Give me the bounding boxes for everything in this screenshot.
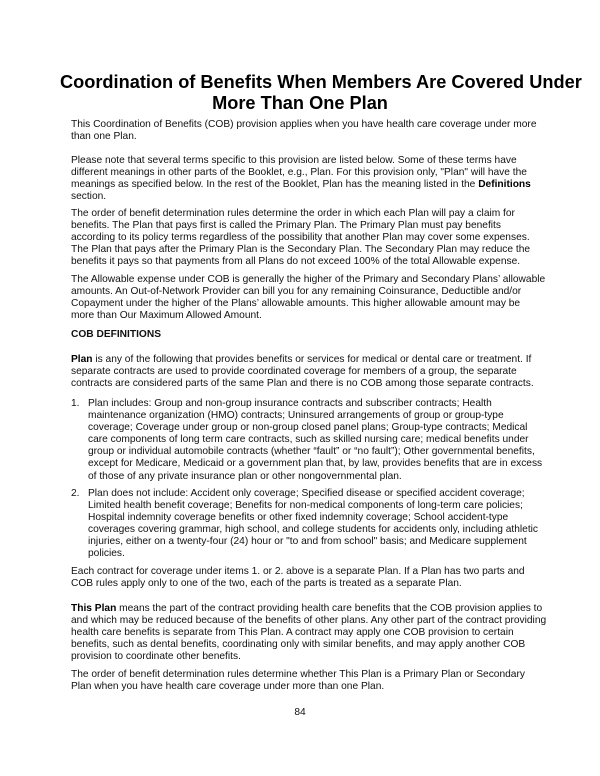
text-line: section. — [71, 191, 107, 203]
text-line: Plan includes: Group and non-group insurance contracts and subscriber contracts; Health — [88, 398, 492, 409]
title-line: More Than One Plan — [212, 93, 388, 113]
list-item-body — [88, 488, 548, 561]
text-line: health care benefits is separate from This Plan. A contract may apply one COB provision to certain — [71, 627, 514, 639]
text-line: benefits it pays so that payments from all Plans do not exceed 100% of the total Allowable expense. — [71, 256, 521, 268]
text-line: group or individual automobile contracts (whether “fault” or “no fault”); Other governmental benefits, — [88, 446, 535, 458]
section-heading: COB DEFINITIONS — [71, 329, 161, 340]
list-number: 1. — [71, 398, 80, 409]
text-line: The order of benefit determination rules determine the order in which each Plan will pay a claim for — [71, 208, 515, 219]
text-line: provision to coordinate other benefits. — [71, 651, 241, 663]
text-fragment: meanings as specified below. In the rest of the Booklet, Plan has the meaning listed in the — [71, 179, 479, 191]
text-line: except for Medicare, Medicaid or a government plan that, by law, provides benefits that are in excess — [88, 458, 543, 470]
text-line: of those of any private insurance plan or other nongovernmental plan. — [88, 470, 402, 482]
definitions-term: Definitions — [478, 179, 531, 191]
text-line: Plan when you have health care coverage under more than one Plan. — [71, 681, 385, 693]
list-item-body — [88, 398, 548, 483]
page-number: 84 — [294, 707, 306, 718]
text-line: care components of long term care contracts, such as skilled nursing care; medical benefits under — [88, 434, 529, 446]
text-line: Each contract for coverage under items 1. or 2. above is a separate Plan. If a Plan has two parts and — [71, 566, 525, 577]
text-line: COB rules apply only to one of the two, each of the parts is treated as a separate Plan. — [71, 578, 462, 590]
plan-term: Plan — [71, 354, 93, 365]
list-number: 2. — [71, 488, 80, 499]
text-line: Hospital indemnity coverage benefits or other fixed indemnity coverage; School accident-type — [88, 512, 509, 524]
text-line: coverage; Coverage under group or non-group closed panel plans; Group-type contracts; Medical — [88, 422, 528, 434]
text-fragment: means the part of the contract providing health care benefits that the COB provision applies to — [116, 603, 543, 614]
text-line: than one Plan. — [71, 131, 137, 143]
order-rules-paragraph — [71, 208, 541, 268]
text-line: benefits, such as dental benefits, coordinating only with similar benefits, and may apply another COB — [71, 639, 526, 651]
text-line: according to its policy terms regardless of the possibility that another Plan may cover some expenses. — [71, 232, 530, 244]
text-line: Plan does not include: Accident only coverage; Specified disease or specified accident coverage; — [88, 488, 525, 499]
text-line: The Allowable expense under COB is generally the higher of the Primary and Secondary Plans’ allowable — [71, 274, 546, 285]
page-title — [60, 72, 582, 114]
text-line: benefits. The Plan that pays first is called the Primary Plan. The Primary Plan must pay benefits — [71, 220, 501, 232]
plan-definition-paragraph — [71, 354, 541, 390]
text-line: injuries, either on a twenty-four (24) hour or "to and from school" basis; and Medicare supplement — [88, 536, 527, 548]
text-fragment: is any of the following that provides benefits or services for medical or dental care or treatment. If — [92, 354, 532, 365]
text-line: The order of benefit determination rules determine whether This Plan is a Primary Plan or Secondary — [71, 669, 525, 680]
text-line — [71, 354, 541, 366]
separate-plan-paragraph — [71, 566, 541, 590]
text-line: and which may be reduced because of the benefits of other plans. Any other part of the contract providing — [71, 615, 547, 627]
text-line — [71, 179, 541, 191]
allowable-expense-paragraph — [71, 274, 546, 322]
text-line: contracts are considered parts of the same Plan and there is no COB among those separate contracts. — [71, 378, 534, 390]
text-line: more than Our Maximum Allowed Amount. — [71, 310, 262, 322]
this-plan-term: This Plan — [71, 603, 117, 614]
terms-note-paragraph — [71, 155, 541, 203]
text-line: The Plan that pays after the Primary Plan is the Secondary Plan. The Secondary Plan may reduce the — [71, 244, 531, 256]
text-line: separate contracts are used to provide coordinated coverage for members of a group, the separate — [71, 366, 517, 378]
text-line: Copayment under the higher of the Plans’ allowable amounts. This higher allowable amount may be — [71, 298, 521, 310]
text-line: This Coordination of Benefits (COB) provision applies when you have health care coverage under more — [71, 119, 537, 130]
text-line: Please note that several terms specific to this provision are listed below. Some of these terms have — [71, 155, 517, 166]
text-line: policies. — [88, 548, 125, 560]
text-line: coverages covering grammar, high school, and college students for accidents only, including athletic — [88, 524, 539, 536]
text-line: maintenance organization (HMO) contracts; Uninsured arrangements of group or group-type — [88, 410, 504, 422]
text-line: Limited health benefit coverage; Benefits for non-medical components of long-term care policies; — [88, 500, 523, 512]
text-line: amounts. An Out-of-Network Provider can bill you for any remaining Coinsurance, Deductible and/or — [71, 286, 522, 298]
closing-paragraph — [71, 669, 541, 693]
this-plan-definition-paragraph — [71, 603, 547, 663]
text-line — [71, 603, 541, 615]
title-line: Coordination of Benefits When Members Are Covered Under — [60, 72, 582, 92]
intro-paragraph — [71, 119, 541, 143]
text-line: different meanings in other parts of the Booklet, e.g., Plan. For this provision only, "Plan" will have the — [71, 167, 527, 179]
